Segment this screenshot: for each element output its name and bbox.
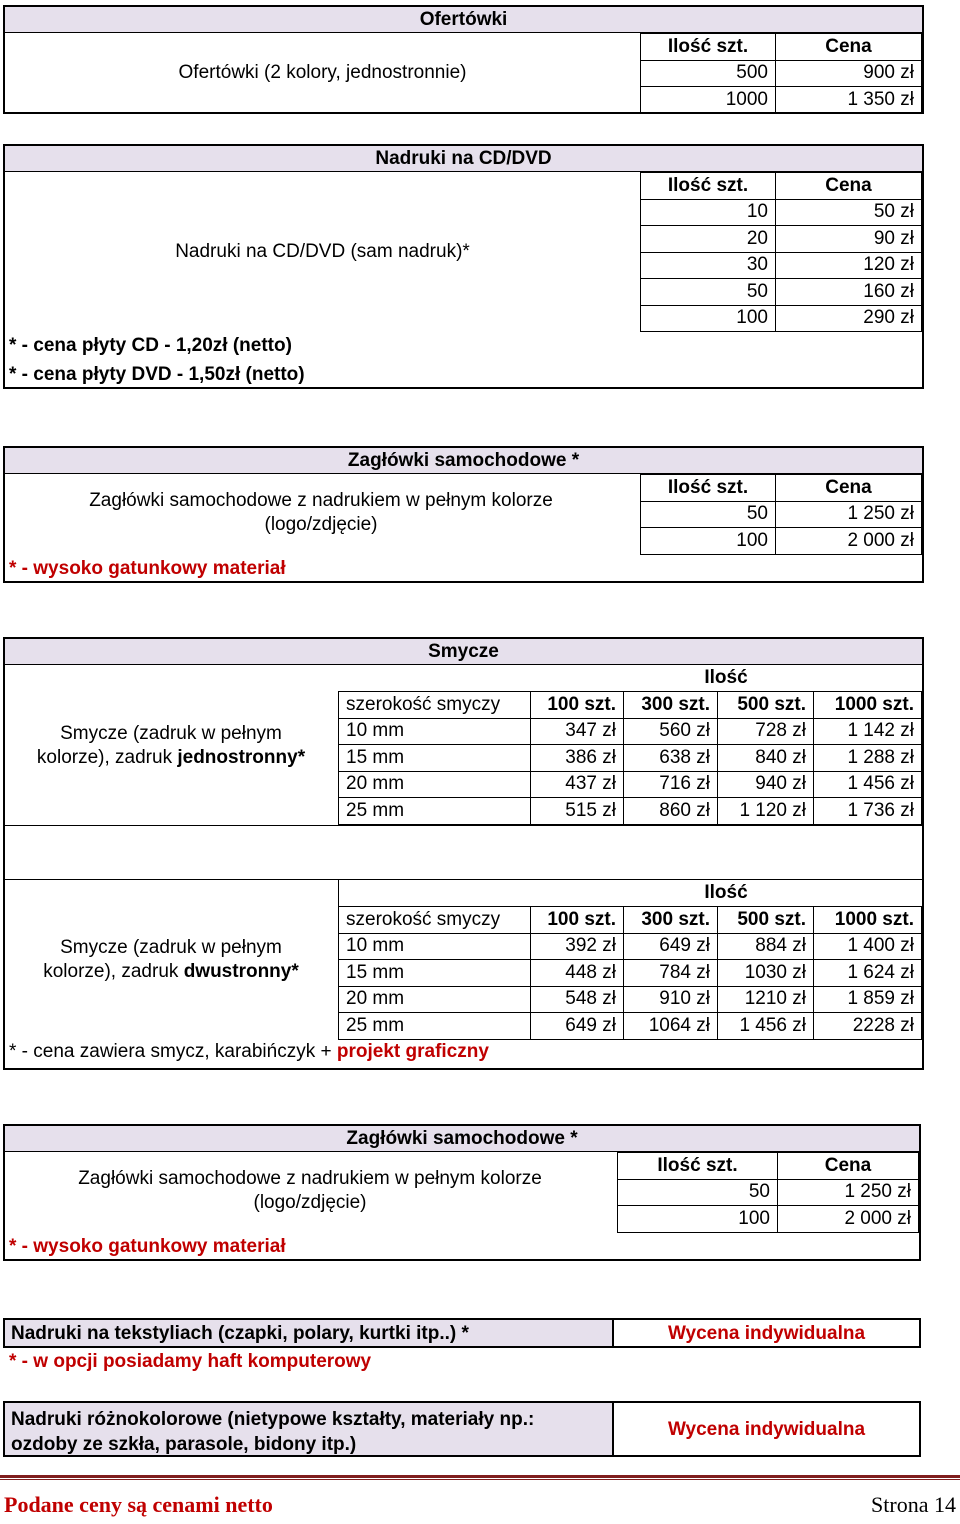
- price-cell: 347 zł: [531, 718, 624, 745]
- tekstylia-note: * - w opcji posiadamy haft komputerowy: [9, 1351, 372, 1372]
- qty-cell: 100: [641, 528, 776, 555]
- price-cell: 160 zł: [776, 279, 922, 306]
- smycze-title: Smycze: [5, 639, 922, 665]
- table-row: [339, 771, 922, 798]
- zaglowki2-desc-line1: Zagłówki samochodowe z nadrukiem w pełnym kolorze: [78, 1168, 542, 1189]
- width-cell: 20 mm: [339, 771, 531, 798]
- price-cell: 2 000 zł: [778, 1206, 919, 1233]
- width-cell: 25 mm: [339, 798, 531, 825]
- price-cell: 50 zł: [776, 199, 922, 226]
- price-cell: 90 zł: [776, 226, 922, 253]
- price-cell: 290 zł: [776, 305, 922, 332]
- col-price-header: Cena: [776, 34, 922, 61]
- smycze-one-sided-desc-line1: Smycze (zadruk w pełnym: [60, 723, 282, 744]
- smycze-divider: [5, 825, 922, 826]
- price-cell: 2 000 zł: [776, 528, 922, 555]
- table-row: [641, 305, 922, 332]
- price-cell: 448 zł: [531, 960, 624, 987]
- price-cell: 716 zł: [624, 771, 718, 798]
- smycze-one-sided-desc-line2: [5, 745, 337, 771]
- table-row: [339, 960, 922, 987]
- table-row: [641, 87, 922, 114]
- price-cell: 1 859 zł: [814, 986, 922, 1013]
- col-qty-header: Ilość szt.: [641, 34, 776, 61]
- price-cell: 392 zł: [531, 933, 624, 960]
- table-row: [339, 745, 922, 772]
- price-cell: 1030 zł: [718, 960, 814, 987]
- page-number: Strona 14: [871, 1492, 956, 1517]
- price-cell: 900 zł: [776, 60, 922, 87]
- price-cell: 910 zł: [624, 986, 718, 1013]
- width-cell: 15 mm: [339, 745, 531, 772]
- price-cell: 884 zł: [718, 933, 814, 960]
- smycze-one-sided-table: [338, 665, 922, 825]
- table-row: [339, 1013, 922, 1040]
- price-cell: 1 142 zł: [814, 718, 922, 745]
- col-qty-header: Ilość szt.: [641, 475, 776, 502]
- price-cell: 386 zł: [531, 745, 624, 772]
- table-row: [339, 986, 922, 1013]
- price-cell: 1 288 zł: [814, 745, 922, 772]
- ofertowki-title: Ofertówki: [5, 7, 922, 33]
- zaglowki2-desc-line2: (logo/zdjęcie): [253, 1192, 367, 1213]
- price-cell: 515 zł: [531, 798, 624, 825]
- price-cell: 560 zł: [624, 718, 718, 745]
- price-cell: 1 736 zł: [814, 798, 922, 825]
- price-cell: 120 zł: [776, 252, 922, 279]
- width-cell: 10 mm: [339, 933, 531, 960]
- roznokolorowe-price: Wycena indywidualna: [614, 1401, 921, 1457]
- price-cell: 2228 zł: [814, 1013, 922, 1040]
- price-cell: 784 zł: [624, 960, 718, 987]
- qty-cell: 1000: [641, 87, 776, 114]
- price-cell: 649 zł: [624, 933, 718, 960]
- price-cell: 728 zł: [718, 718, 814, 745]
- table-row: [641, 252, 922, 279]
- cd-note-dvd: * - cena płyty DVD - 1,50zł (netto): [9, 364, 305, 385]
- footer-note: Podane ceny są cenami netto: [4, 1492, 273, 1517]
- col-header: 100 szt.: [531, 692, 624, 719]
- qty-cell: 20: [641, 226, 776, 253]
- qty-cell: 30: [641, 252, 776, 279]
- table-row: [618, 1179, 919, 1206]
- desc-emphasis: dwustronny*: [183, 961, 299, 982]
- footer-divider: [0, 1479, 960, 1480]
- width-cell: 15 mm: [339, 960, 531, 987]
- price-cell: 649 zł: [531, 1013, 624, 1040]
- width-cell: 25 mm: [339, 1013, 531, 1040]
- ofertowki-desc: Ofertówki (2 kolory, jednostronnie): [178, 62, 467, 83]
- price-cell: 1 456 zł: [814, 771, 922, 798]
- zaglowki2-price-table: [617, 1152, 919, 1233]
- cd-note-cd: * - cena płyty CD - 1,20zł (netto): [9, 335, 292, 356]
- zaglowki2-note: * - wysoko gatunkowy materiał: [9, 1236, 286, 1257]
- table-row: [641, 199, 922, 226]
- table-row: [641, 60, 922, 87]
- zaglowki1-price-table: [640, 474, 922, 555]
- note-emphasis: projekt graficzny: [336, 1041, 489, 1062]
- smycze-note: [9, 1039, 489, 1065]
- price-cell: 1 120 zł: [718, 798, 814, 825]
- price-cell: 1 250 zł: [778, 1179, 919, 1206]
- roznokolorowe-label-line2: ozdoby ze szkła, parasole, bidony itp.): [11, 1434, 357, 1455]
- note-text: * - cena zawiera smycz, karabińczyk +: [9, 1041, 337, 1062]
- qty-cell: 100: [641, 305, 776, 332]
- col-price-header: Cena: [778, 1153, 919, 1180]
- price-cell: 1 624 zł: [814, 960, 922, 987]
- price-cell: 1 250 zł: [776, 501, 922, 528]
- smycze-two-sided-desc-line2: [5, 959, 337, 985]
- cd-desc: Nadruki na CD/DVD (sam nadruk)*: [175, 241, 470, 262]
- qty-cell: 10: [641, 199, 776, 226]
- zaglowki1-title: Zagłówki samochodowe *: [5, 448, 922, 474]
- qty-cell: 50: [641, 279, 776, 306]
- price-cell: 940 zł: [718, 771, 814, 798]
- qty-header: Ilość: [531, 665, 922, 692]
- width-header: szerokość smyczy: [339, 692, 531, 719]
- qty-cell: 100: [618, 1206, 778, 1233]
- desc-text: kolorze), zadruk: [43, 961, 184, 982]
- roznokolorowe-label: [3, 1401, 614, 1457]
- width-cell: 20 mm: [339, 986, 531, 1013]
- cd-title: Nadruki na CD/DVD: [5, 146, 922, 172]
- table-row: [641, 501, 922, 528]
- zaglowki1-desc-line1: Zagłówki samochodowe z nadrukiem w pełnym kolorze: [89, 490, 553, 511]
- col-qty-header: Ilość szt.: [641, 173, 776, 200]
- table-row: [618, 1206, 919, 1233]
- table-row: [339, 933, 922, 960]
- col-header: 300 szt.: [624, 907, 718, 934]
- desc-text: kolorze), zadruk: [36, 747, 178, 768]
- price-cell: 1210 zł: [718, 986, 814, 1013]
- price-cell: 840 zł: [718, 745, 814, 772]
- col-header: 500 szt.: [718, 907, 814, 934]
- qty-cell: 50: [641, 501, 776, 528]
- table-row: [641, 279, 922, 306]
- footer-divider: [0, 1475, 960, 1478]
- tekstylia-price: Wycena indywidualna: [614, 1318, 921, 1348]
- col-header: 500 szt.: [718, 692, 814, 719]
- zaglowki2-title: Zagłówki samochodowe *: [5, 1126, 919, 1152]
- width-cell: 10 mm: [339, 718, 531, 745]
- table-row: [339, 718, 922, 745]
- table-row: [641, 226, 922, 253]
- price-cell: 1064 zł: [624, 1013, 718, 1040]
- price-cell: 1 400 zł: [814, 933, 922, 960]
- zaglowki1-desc-line2: (logo/zdjęcie): [264, 514, 378, 535]
- cd-price-table: [640, 172, 922, 332]
- tekstylia-label: Nadruki na tekstyliach (czapki, polary, kurtki itp..) *: [3, 1318, 614, 1348]
- zaglowki1-note: * - wysoko gatunkowy materiał: [9, 558, 286, 579]
- price-cell: 1 456 zł: [718, 1013, 814, 1040]
- col-header: 100 szt.: [531, 907, 624, 934]
- col-header: 1000 szt.: [814, 692, 922, 719]
- smycze-two-sided-desc-line1: Smycze (zadruk w pełnym: [60, 937, 282, 958]
- qty-cell: 50: [618, 1179, 778, 1206]
- table-row: [339, 798, 922, 825]
- price-cell: 548 zł: [531, 986, 624, 1013]
- price-cell: 638 zł: [624, 745, 718, 772]
- col-qty-header: Ilość szt.: [618, 1153, 778, 1180]
- price-cell: 860 zł: [624, 798, 718, 825]
- roznokolorowe-label-line1: Nadruki różnokolorowe (nietypowe kształty, materiały np.:: [11, 1409, 535, 1430]
- smycze-two-sided-table: [338, 880, 922, 1040]
- price-cell: 1 350 zł: [776, 87, 922, 114]
- col-price-header: Cena: [776, 475, 922, 502]
- table-row: [641, 528, 922, 555]
- price-cell: 437 zł: [531, 771, 624, 798]
- col-price-header: Cena: [776, 173, 922, 200]
- desc-emphasis: jednostronny*: [177, 747, 306, 768]
- col-header: 300 szt.: [624, 692, 718, 719]
- width-header: szerokość smyczy: [339, 907, 531, 934]
- ofertowki-price-table: [640, 33, 922, 114]
- qty-cell: 500: [641, 60, 776, 87]
- col-header: 1000 szt.: [814, 907, 922, 934]
- qty-header: Ilość: [531, 880, 922, 907]
